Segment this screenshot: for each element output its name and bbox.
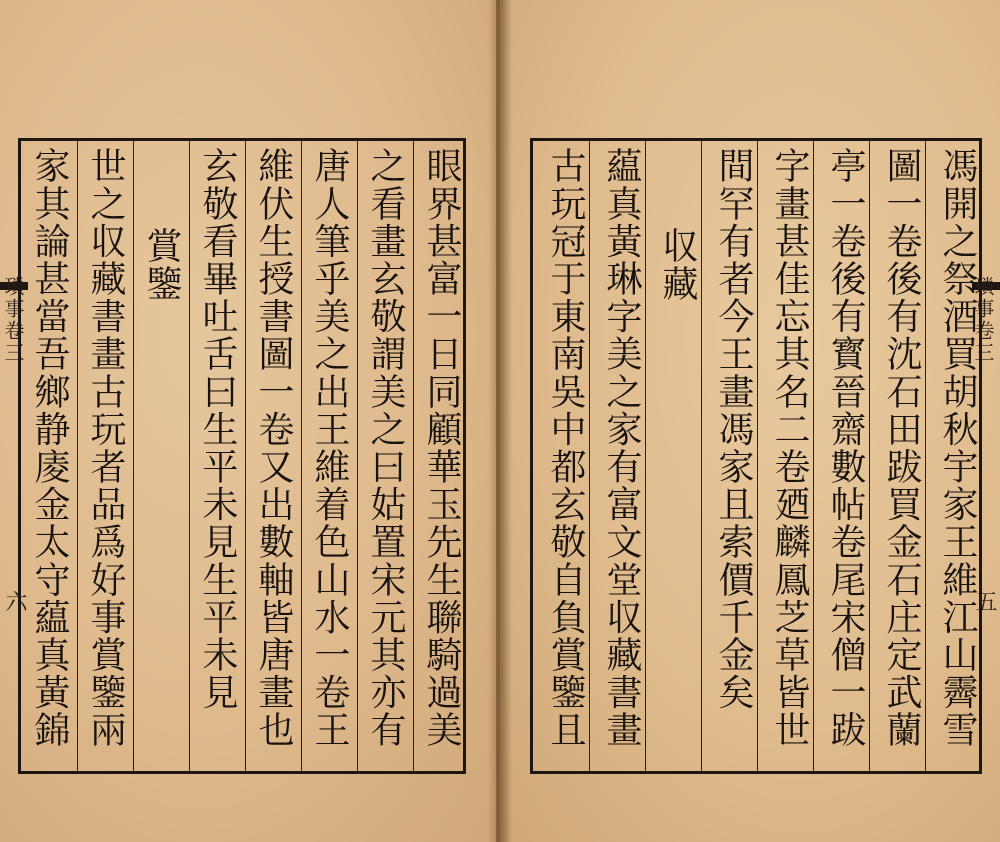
text-column: 字畫甚佳忘其名二卷廼麟鳳芝草皆世 (769, 147, 810, 749)
left-margin-number: 六 (2, 590, 27, 612)
right-page (500, 0, 1000, 842)
text-column: 古玩冠于東南吳中都玄敬自負賞鑒且 (545, 147, 586, 749)
section-heading: 賞鑒 (141, 227, 182, 303)
text-column: 馮開之祭酒買胡秋宇家王維江山霽雪 (937, 147, 978, 749)
text-column: 間罕有者今王畫馮家且索價千金矣 (713, 147, 754, 711)
text-column: 家其論甚當吾鄉静庱金太守藴真黃錦 (29, 147, 70, 749)
text-column: 唐人筆乎美之出王維着色山水一卷王 (309, 147, 350, 749)
text-column: 之看畫玄敬謂美之曰姑置宋元其亦有 (365, 147, 406, 749)
right-margin-number: 五 (972, 590, 997, 612)
text-column: 眼界甚富一日同顧華玉先生聯騎過美 (421, 147, 462, 749)
right-margin-title: 瑣事卷三 (971, 276, 995, 364)
text-column: 藴真黃琳字美之家有富文堂収藏書畫 (601, 147, 642, 749)
left-page (0, 0, 496, 842)
left-text-frame (18, 138, 466, 774)
text-column: 維伏生授書圖一卷又出數軸皆唐畫也 (253, 147, 294, 749)
right-text-frame (530, 138, 982, 774)
text-column: 圖一卷後有沈石田跋買金石庄定武蘭 (881, 147, 922, 749)
text-column: 玄敬看畢吐舌曰生平未見生平未見 (197, 147, 238, 711)
book-gutter (488, 0, 512, 842)
text-column: 亭一卷後有寳晉齋數帖卷尾宋僧一跋 (825, 147, 866, 749)
left-margin-title: 瑣事卷三 (1, 276, 25, 364)
text-column: 世之収藏書畫古玩者品爲好事賞鑒兩 (85, 147, 126, 749)
section-heading: 収藏 (657, 227, 698, 303)
